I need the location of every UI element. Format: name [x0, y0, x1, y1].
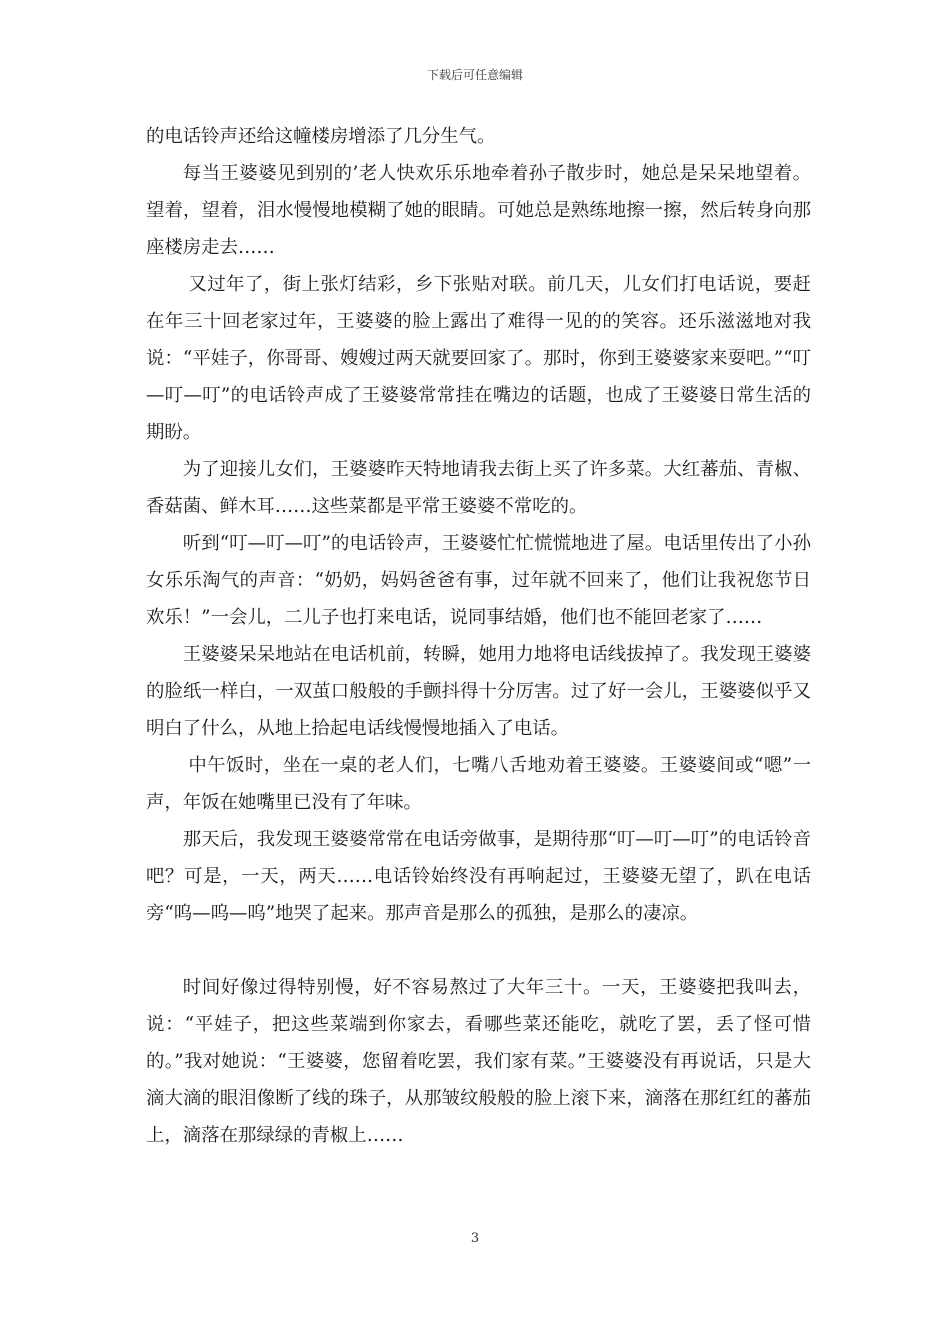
paragraph-3: 又过年了，街上张灯结彩，乡下张贴对联。前几天，儿女们打电话说，要赶在年三十回老家过年，王婆婆的脸上露出了难得一见的的笑容。还乐滋滋地对我说：“平娃子，你哥哥、嫂嫂过两天就要回家了。那时，你到王婆婆家来耍吧。”“叮—叮—叮”的电话铃声成了王婆婆常常挂在嘴边的话题，也成了王婆婆日常生活的期盼。: [146, 274, 811, 443]
paragraph-5: 听到“叮—叮—叮”的电话铃声，王婆婆忙忙慌慌地进了屋。电话里传出了小孙女乐乐淘气的声音：“奶奶，妈妈爸爸有事，过年就不回来了，他们让我祝您节日欢乐！”一会儿，二儿子也打来电话，说同事结婚，他们也不能回老家了……: [146, 533, 811, 628]
paragraph-4: 为了迎接儿女们，王婆婆昨天特地请我去街上买了许多菜。大红蕃茄、青椒、香菇菌、鲜木耳……这些菜都是平常王婆婆不常吃的。: [146, 459, 811, 517]
paragraph-2: 每当王婆婆见到别的’老人快欢乐乐地牵着孙子散步时，她总是呆呆地望着。望着，望着，泪水慢慢地模糊了她的眼睛。可她总是熟练地擦一擦，然后转身向那座楼房走去……: [146, 163, 811, 258]
paragraph-1: 的电话铃声还给这幢楼房增添了几分生气。: [146, 126, 496, 147]
paragraph-6: 王婆婆呆呆地站在电话机前，转瞬，她用力地将电话线拔掉了。我发现王婆婆的脸纸一样白，一双茧口般般的手颤抖得十分厉害。过了好一会儿，王婆婆似乎又明白了什么，从地上拾起电话线慢慢地插入了电话。: [146, 644, 811, 739]
paragraph-7: 中午饭时，坐在一桌的老人们，七嘴八舌地劝着王婆婆。王婆婆间或“嗯”一声，年饭在她嘴里已没有了年味。: [146, 755, 811, 813]
page-header: 下载后可任意编辑: [426, 68, 523, 82]
document-body: [146, 118, 811, 1154]
paragraph-gap: [146, 932, 811, 969]
paragraph-9: 时间好像过得特别慢，好不容易熬过了大年三十。一天，王婆婆把我叫去，说：“平娃子，把这些菜端到你家去，看哪些菜还能吃，就吃了罢，丢了怪可惜的。”我对她说：“王婆婆，您留着吃罢，我们家有菜。”王婆婆没有再说话，只是大滴大滴的眼泪像断了线的珠子，从那皱纹般般的脸上滚下来，滴落在那红红的蕃茄上，滴落在那绿绿的青椒上……: [146, 977, 811, 1146]
paragraph-8: 那天后，我发现王婆婆常常在电话旁做事，是期待那“叮—叮—叮”的电话铃音吧？可是，一天，两天……电话铃始终没有再响起过，王婆婆无望了，趴在电话旁“呜—呜—呜”地哭了起来。那声音是那么的孤独，是那么的凄凉。: [146, 829, 811, 924]
page-number: 3: [470, 1231, 480, 1246]
